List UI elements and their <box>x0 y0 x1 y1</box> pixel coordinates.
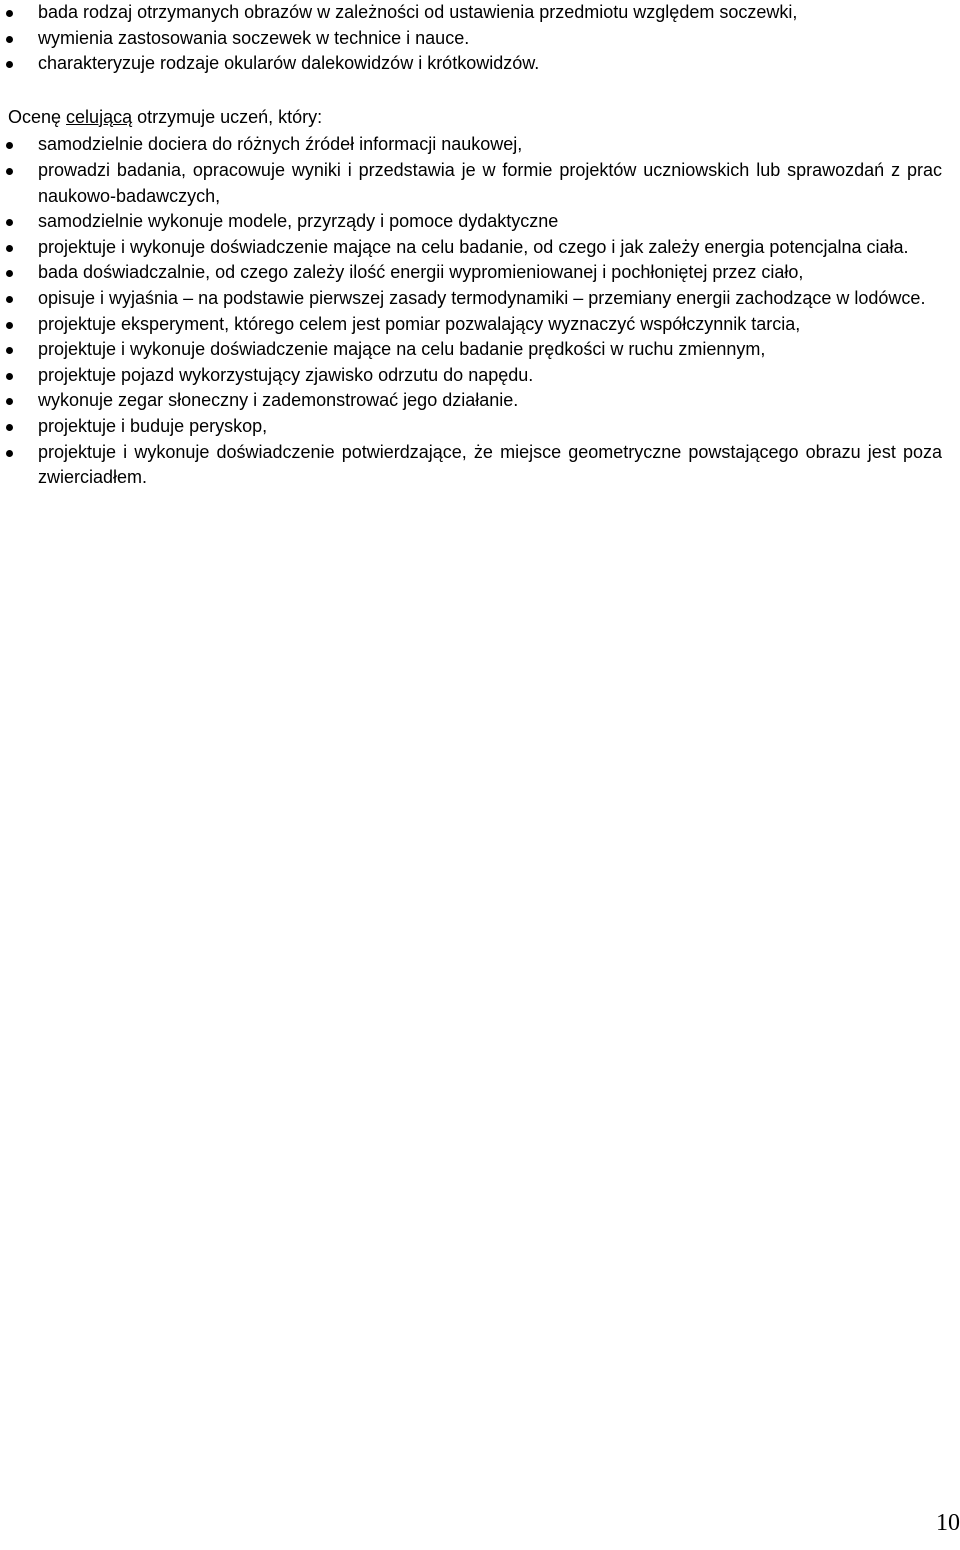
list-item <box>0 363 960 389</box>
list-item <box>0 209 960 235</box>
list-item-text: projektuje i wykonuje doświadczenie potwierdzające, że miejsce geometryczne powstającego obrazu jest poza zwierciadłem. <box>38 441 942 488</box>
list-item-text: samodzielnie dociera do różnych źródeł informacji naukowej, <box>38 134 523 155</box>
bullet-icon <box>6 168 13 175</box>
bullet-icon <box>6 10 13 17</box>
bullet-icon <box>6 373 13 380</box>
list-item-text: projektuje eksperyment, którego celem jest pomiar pozwalający wyznaczyć współczynnik tarcia, <box>38 313 801 334</box>
bullet-icon <box>6 450 13 457</box>
bullet-icon <box>6 296 13 303</box>
list-item-text: opisuje i wyjaśnia – na podstawie pierwszej zasady termodynamiki – przemiany energii zachodzące w lodówce. <box>38 287 926 308</box>
bullet-icon <box>6 322 13 329</box>
grade-requirements-list <box>0 132 960 490</box>
bullet-icon <box>6 347 13 354</box>
list-item <box>0 132 960 158</box>
list-item-text: projektuje pojazd wykorzystujący zjawisko odrzutu do napędu. <box>38 364 534 385</box>
bullet-icon <box>6 142 13 149</box>
grade-name: celującą <box>66 106 133 127</box>
list-item-text: bada doświadczalnie, od czego zależy ilość energii wypromieniowanej i pochłoniętej przez ciało, <box>38 262 804 283</box>
grade-heading-prefix: Ocenę <box>8 106 67 127</box>
bullet-icon <box>6 245 13 252</box>
bullet-icon <box>6 61 13 68</box>
list-item <box>0 51 960 77</box>
list-item-text: wymienia zastosowania soczewek w technice i nauce. <box>38 27 470 48</box>
list-item-text: wykonuje zegar słoneczny i zademonstrować jego działanie. <box>38 390 519 411</box>
list-item-text: samodzielnie wykonuje modele, przyrządy i pomoce dydaktyczne <box>38 211 559 232</box>
list-item <box>0 260 960 286</box>
bullet-icon <box>6 398 13 405</box>
list-item <box>0 414 960 440</box>
top-bullet-list <box>0 0 960 77</box>
list-item <box>0 312 960 338</box>
grade-heading-suffix: otrzymuje uczeń, który: <box>132 106 323 127</box>
list-item-text: bada rodzaj otrzymanych obrazów w zależności od ustawienia przedmiotu względem soczewki, <box>38 2 798 22</box>
page-number: 10 <box>936 1510 960 1536</box>
bullet-icon <box>6 36 13 43</box>
bullet-icon <box>6 270 13 277</box>
list-item <box>0 337 960 363</box>
list-item <box>0 158 960 209</box>
list-item-text: projektuje i wykonuje doświadczenie mające na celu badanie prędkości w ruchu zmiennym, <box>38 339 766 360</box>
list-item-text: projektuje i buduje peryskop, <box>38 415 268 436</box>
list-item-text: prowadzi badania, opracowuje wyniki i przedstawia je w formie projektów uczniowskich lub sprawozdań z prac naukowo-badawczych, <box>38 159 942 206</box>
list-item <box>0 388 960 414</box>
list-item <box>0 440 960 491</box>
bullet-icon <box>6 219 13 226</box>
list-item <box>0 0 960 26</box>
list-item-text: charakteryzuje rodzaje okularów dalekowidzów i krótkowidzów. <box>38 53 540 74</box>
list-item <box>0 26 960 52</box>
list-item <box>0 286 960 312</box>
list-item-text: projektuje i wykonuje doświadczenie mające na celu badanie, od czego i jak zależy energia potencjalna ciała. <box>38 236 909 257</box>
grade-heading <box>8 105 960 131</box>
bullet-icon <box>6 424 13 431</box>
list-item <box>0 235 960 261</box>
document-page <box>0 0 960 491</box>
